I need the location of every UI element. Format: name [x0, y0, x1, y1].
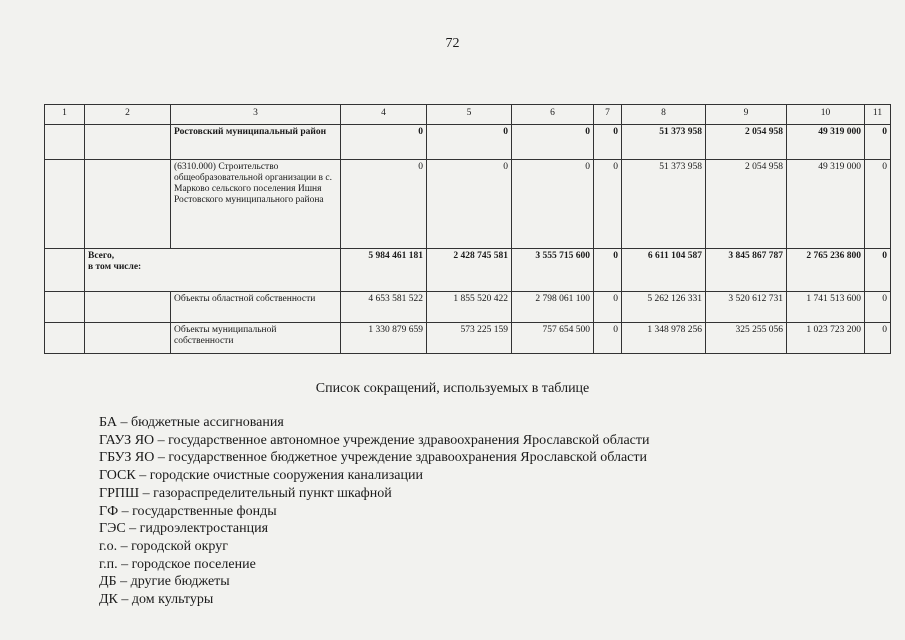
column-header: 5	[427, 105, 512, 125]
table-cell: 0	[512, 160, 594, 249]
table-cell: 1 023 723 200	[787, 323, 865, 354]
column-header: 7	[594, 105, 622, 125]
table-cell: 1 741 513 600	[787, 292, 865, 323]
table-cell	[45, 323, 85, 354]
table-cell: 0	[865, 323, 891, 354]
total-label: Всего,	[88, 251, 115, 261]
list-item: ГЭС – гидроэлектростанция	[99, 521, 269, 537]
table-cell: 0	[594, 292, 622, 323]
table-cell: 0	[865, 249, 891, 292]
table-cell: 0	[427, 160, 512, 249]
table-cell: 0	[427, 125, 512, 160]
table-cell: 0	[512, 125, 594, 160]
list-item: БА – бюджетные ассигнования	[99, 415, 284, 430]
table-cell: 2 765 236 800	[787, 249, 865, 292]
table-cell: 6 611 104 587	[622, 249, 706, 292]
table-cell	[85, 323, 171, 354]
table-cell: 2 054 958	[706, 125, 787, 160]
table-cell: 3 520 612 731	[706, 292, 787, 323]
table-row-district	[45, 125, 891, 160]
table-cell: 0	[594, 323, 622, 354]
total-label-cell	[85, 249, 341, 292]
table-row-municipal	[45, 323, 891, 354]
list-item: ГРПШ – газораспределительный пункт шкафной	[99, 485, 392, 501]
column-header: 9	[706, 105, 787, 125]
column-header: 11	[865, 105, 891, 125]
table-cell: 51 373 958	[622, 160, 706, 249]
table-cell: 0	[341, 160, 427, 249]
table-row-total	[45, 249, 891, 292]
list-item: г.о. – городской округ	[99, 538, 228, 554]
list-item: ДБ – другие бюджеты	[99, 574, 230, 590]
table-cell: 2 798 061 100	[512, 292, 594, 323]
municipal-name-cell: Объекты муниципальной собственности	[171, 323, 341, 354]
list-item: г.п. – городское поселение	[99, 556, 256, 572]
table-cell: 0	[865, 160, 891, 249]
district-name-cell: Ростовский муниципальный район	[171, 125, 341, 160]
table-cell: 2 428 745 581	[427, 249, 512, 292]
budget-table	[44, 104, 891, 354]
table-cell: 3 845 867 787	[706, 249, 787, 292]
table-cell: 0	[865, 292, 891, 323]
column-header: 8	[622, 105, 706, 125]
table-cell: 1 330 879 659	[341, 323, 427, 354]
column-header: 1	[45, 105, 85, 125]
column-header: 3	[171, 105, 341, 125]
table-cell: 3 555 715 600	[512, 249, 594, 292]
table-header-row	[45, 105, 891, 125]
table-cell: 1 348 978 256	[622, 323, 706, 354]
table-cell	[85, 292, 171, 323]
list-item: ГФ – государственные фонды	[99, 503, 277, 519]
column-header: 2	[85, 105, 171, 125]
page-number: 72	[445, 36, 460, 51]
table-cell: 49 319 000	[787, 125, 865, 160]
list-item: ГБУЗ ЯО – государственное бюджетное учреждение здравоохранения Ярославской области	[99, 450, 648, 466]
table-cell: 2 054 958	[706, 160, 787, 249]
table-cell	[45, 292, 85, 323]
table-row-regional	[45, 292, 891, 323]
list-item: ДК – дом культуры	[99, 592, 214, 608]
regional-name-cell: Объекты областной собственности	[171, 292, 341, 323]
table-cell: 4 653 581 522	[341, 292, 427, 323]
table-cell: 573 225 159	[427, 323, 512, 354]
table-cell	[85, 125, 171, 160]
table-cell: 51 373 958	[622, 125, 706, 160]
total-sublabel: в том числе:	[88, 262, 142, 272]
table-cell: 5 262 126 331	[622, 292, 706, 323]
list-item: ГАУЗ ЯО – государственное автономное учреждение здравоохранения Ярославской области	[99, 432, 650, 448]
table-cell: 49 319 000	[787, 160, 865, 249]
abbreviations-list	[99, 414, 650, 609]
table-cell: 325 255 056	[706, 323, 787, 354]
column-header: 6	[512, 105, 594, 125]
table-cell: 0	[594, 125, 622, 160]
table-cell: 0	[594, 160, 622, 249]
table-cell	[45, 160, 85, 249]
table-cell	[45, 249, 85, 292]
table-cell: 5 984 461 181	[341, 249, 427, 292]
table-cell: 757 654 500	[512, 323, 594, 354]
table-cell	[85, 160, 171, 249]
project-name-cell: (6310.000) Строительство общеобразовательной организации в с. Марково сельского поселения Ишня Ростовского муниципального района	[171, 160, 341, 249]
column-header: 10	[787, 105, 865, 125]
table-cell: 0	[594, 249, 622, 292]
table-cell	[45, 125, 85, 160]
table-cell: 1 855 520 422	[427, 292, 512, 323]
list-item: ГОСК – городские очистные сооружения канализации	[99, 468, 423, 484]
table-cell: 0	[865, 125, 891, 160]
table-row-project	[45, 160, 891, 249]
table-cell: 0	[341, 125, 427, 160]
abbreviations-title: Список сокращений, используемых в таблице	[315, 381, 590, 396]
column-header: 4	[341, 105, 427, 125]
